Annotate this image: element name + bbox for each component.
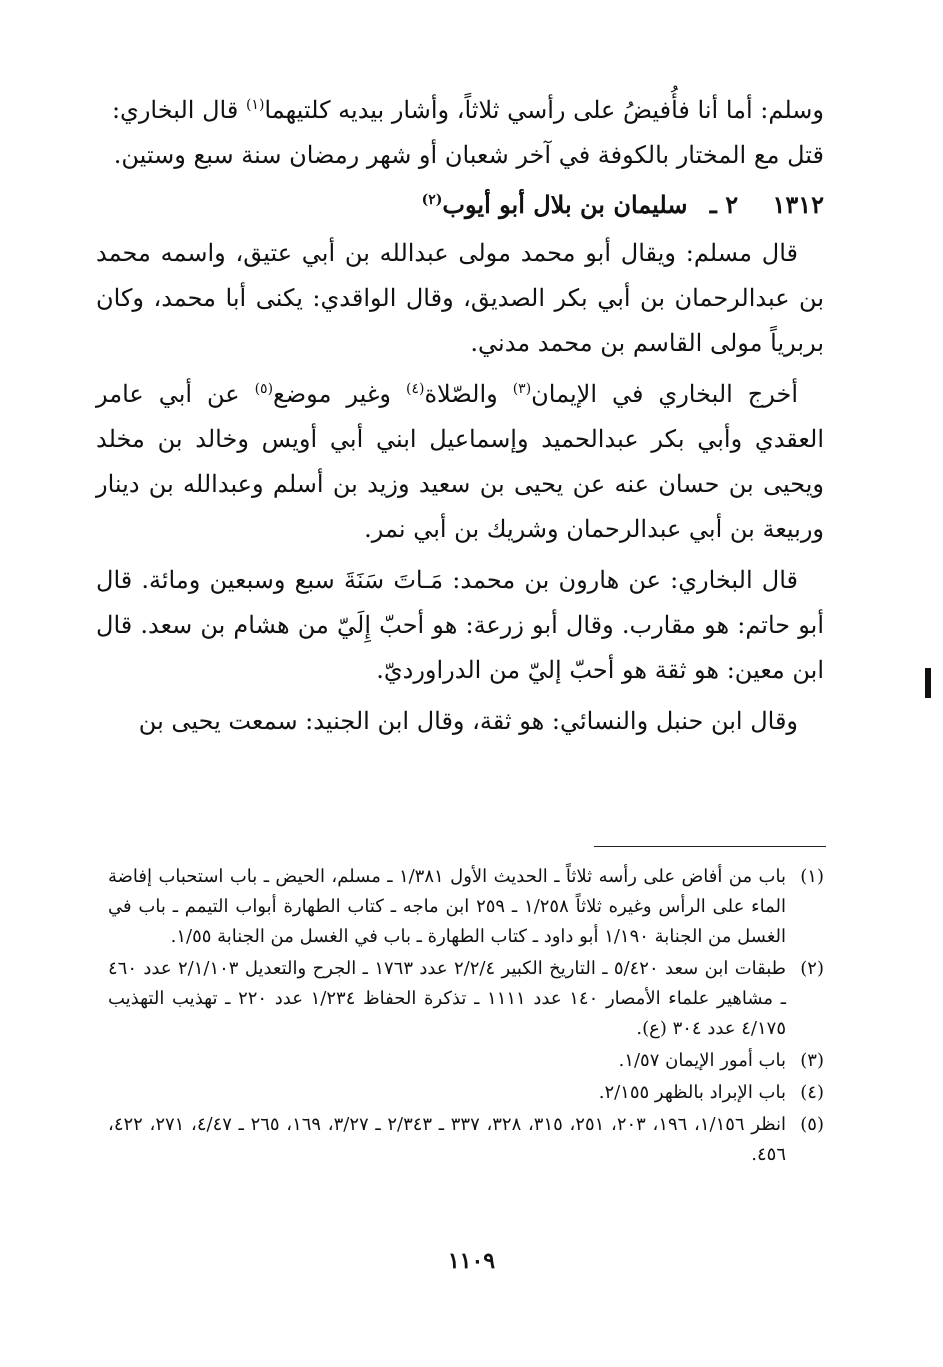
margin-mark bbox=[925, 668, 931, 698]
footnote-ref-5[interactable]: (٥) bbox=[254, 381, 274, 397]
footnote-ref-4[interactable]: (٤) bbox=[405, 381, 425, 397]
intro-line-1: وسلم: أما أنا فأُفيضُ على رأسي ثلاثاً، وأشار بيديه كلتيهما$^{(١)}$ قال البخاري: bbox=[111, 96, 824, 124]
footnote-1 bbox=[108, 862, 824, 952]
biography-entry-heading bbox=[96, 182, 824, 227]
entry-index: ٢ bbox=[725, 190, 739, 219]
footnote-5 bbox=[108, 1110, 824, 1170]
entry-dash: ـ bbox=[709, 190, 717, 219]
paragraph-opinions: قال البخاري: عن هارون بن محمد: مَـاتَ سَنَةَ سبع وسبعين ومائة. قال أبو حاتم: هو مقارب. وقال أبو زرعة: هو أحبّ إِلَيّ من هشام بن سعد. قال ابن معين: هو ثقة هو أحبّ إليّ من الدراورديّ. bbox=[96, 566, 824, 684]
footnote-number: (٥) bbox=[800, 1114, 824, 1135]
entry-number: ١٣١٢ bbox=[772, 190, 824, 219]
footnote-number: (٢) bbox=[800, 958, 824, 979]
footnote-number: (١) bbox=[800, 866, 824, 887]
footnote-ref-2[interactable]: (٢) bbox=[421, 192, 443, 208]
footnote-number: (٤) bbox=[800, 1082, 824, 1103]
footnote-2 bbox=[108, 954, 824, 1044]
footnote-4 bbox=[108, 1078, 824, 1108]
intro-line-2: قتل مع المختار بالكوفة في آخر شعبان أو شهر رمضان سنة سبع وستين. bbox=[113, 141, 824, 169]
footnote-text: باب الإبراد بالظهر ٢/١٥٥. bbox=[598, 1082, 786, 1103]
footnote-text: طبقات ابن سعد ٥/٤٢٠ ـ التاريخ الكبير ٢/٢/٤ عدد ١٧٦٣ ـ الجرح والتعديل ٢/١/١٠٣ عدد ٤٦٠ ـ مشاهير علماء الأمصار ١٤٠ عدد ١١١١ ـ تذكرة الحفاظ ١/٢٣٤ عدد ٢٢٠ ـ تهذيب التهذيب ٤/١٧٥ عدد ٣٠٤ (ع). bbox=[108, 958, 787, 1039]
page-number: ١١٠٩ bbox=[447, 1248, 496, 1274]
footnote-text: انظر ١/١٥٦، ١٩٦، ٢٠٣، ٢٥١، ٣١٥، ٣٢٨، ٣٣٧ ـ ٢/٣٤٣ ـ ٣/٢٧، ١٦٩، ٢٦٥ ـ ٤/٤٧، ٢٧١، ٤٢٢، ٤٥٦. bbox=[108, 1114, 786, 1165]
footnote-ref-1[interactable]: (١) bbox=[245, 97, 265, 113]
paragraph-muslim: قال مسلم: ويقال أبو محمد مولى عبدالله بن أبي عتيق، واسمه محمد بن عبدالرحمان بن أبي بكر الصديق، وقال الواقدي: يكنى أبا محمد، وكان بربرياً مولى القاسم بن محمد مدني. bbox=[96, 239, 824, 357]
footnote-number: (٣) bbox=[800, 1050, 824, 1071]
footnote-text: باب من أفاض على رأسه ثلاثاً ـ الحديث الأول ١/٣٨١ ـ مسلم، الحيض ـ باب استحباب إفاضة الماء على الرأس وغيره ثلاثاً ١/٢٥٨ ـ ٢٥٩ ابن ماجه ـ كتاب الطهارة أبواب التيمم ـ باب في الغسل من الجنابة ١/١٩٠ أبو داود ـ كتاب الطهارة ـ باب في الغسل من الجنابة ١/٥٥. bbox=[108, 866, 786, 947]
paragraph-bukhari-narrations: أخرج البخاري في الإيمان$^{(٣)}$ والصّلاة$^{(٤)}$ وغير موضع$^{(٥)}$ عن أبي عامر العقدي وأبي بكر عبدالحميد وإسماعيل ابني أبي أويس وخالد بن مخلد ويحيى بن حسان عنه عن يحيى بن سعيد وزيد بن أسلم وعبدالله بن دينار وربيعة بن أبي عبدالرحمان وشريك بن أبي نمر. bbox=[96, 380, 824, 543]
paragraph-continued: وقال ابن حنبل والنسائي: هو ثقة، وقال ابن الجنيد: سمعت يحيى بن bbox=[138, 707, 798, 735]
footnote-ref-3[interactable]: (٣) bbox=[512, 381, 532, 397]
footnote-divider bbox=[594, 846, 826, 847]
footnote-text: باب أمور الإيمان ١/٥٧. bbox=[618, 1050, 786, 1071]
main-text bbox=[96, 88, 824, 750]
entry-name: سليمان بن بلال أبو أيوب bbox=[442, 190, 688, 219]
footnote-3 bbox=[108, 1046, 824, 1076]
footnotes bbox=[108, 862, 824, 1172]
